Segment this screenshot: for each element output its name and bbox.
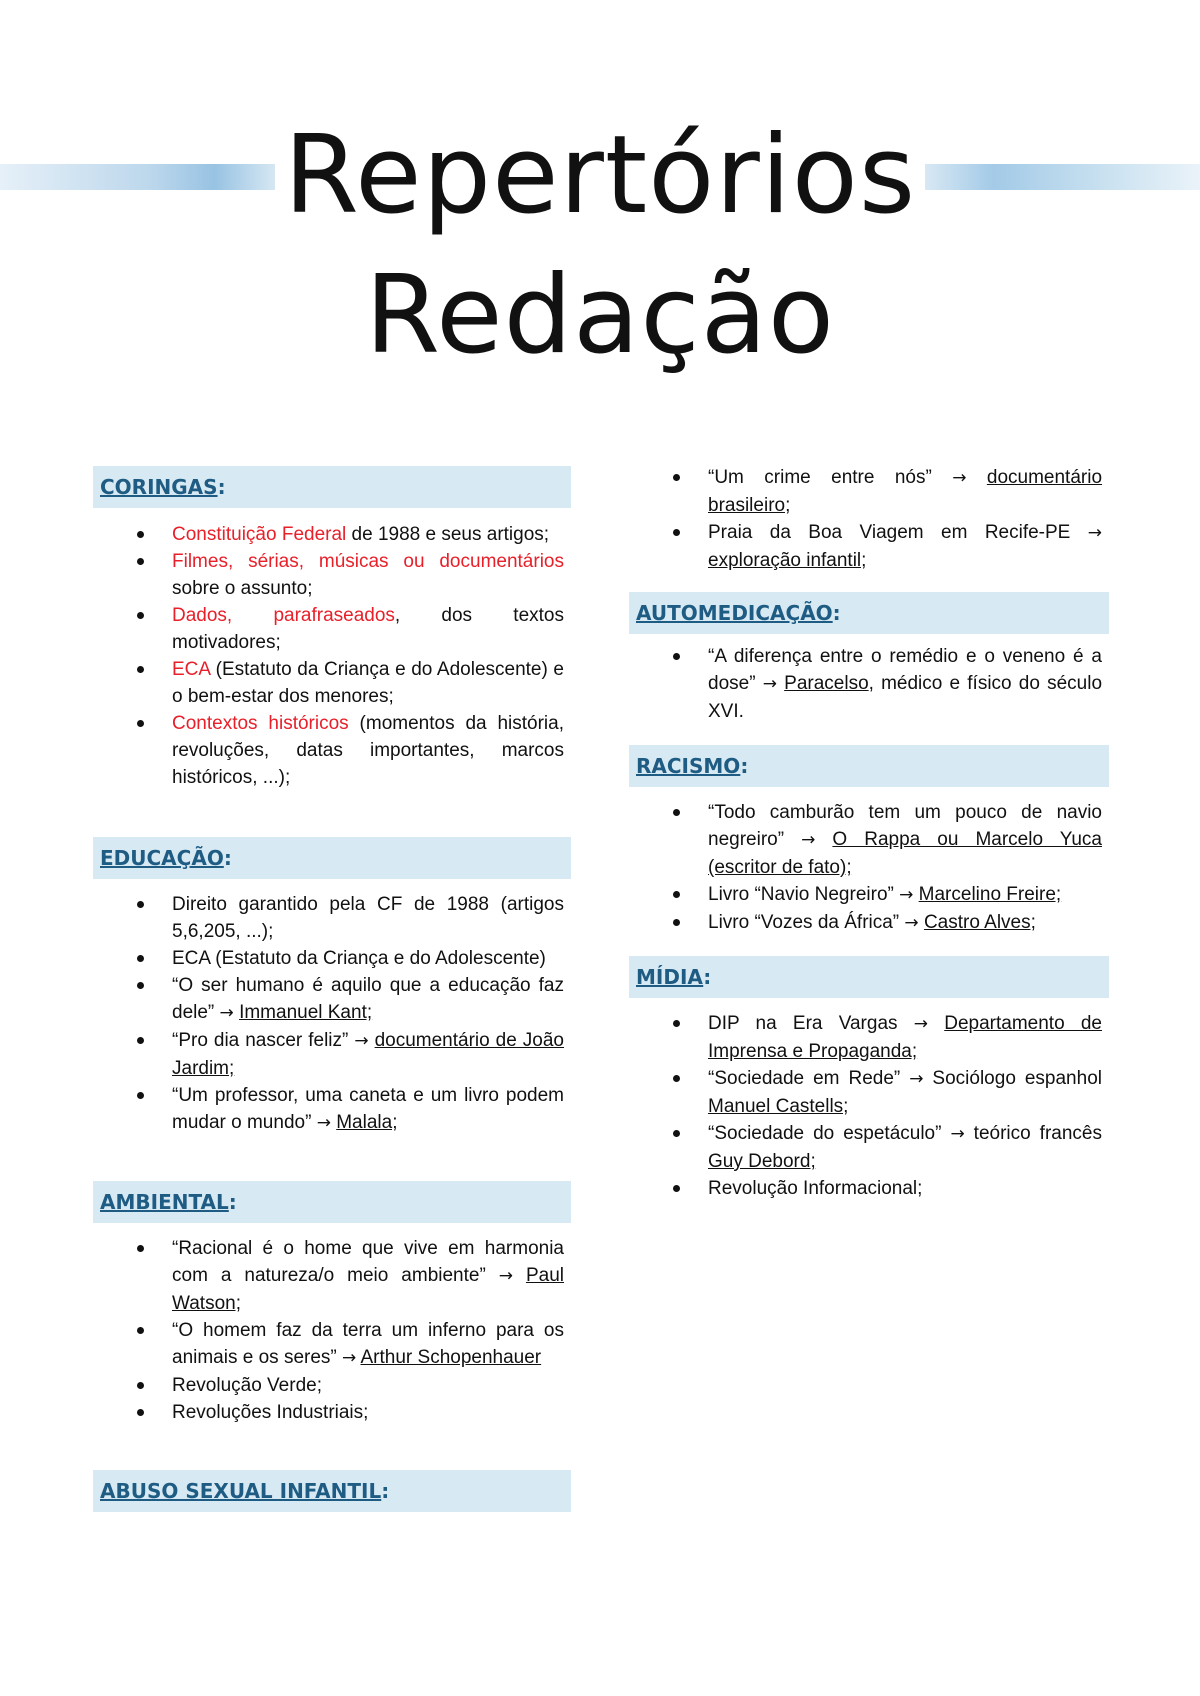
- highlighted-text: Filmes, sérias, músicas ou documentários: [172, 551, 564, 572]
- abuso-list: [629, 464, 1109, 574]
- arrow-icon: →: [354, 1031, 369, 1051]
- reference-link: Arthur Schopenhauer: [360, 1347, 542, 1368]
- list-item: [93, 710, 571, 791]
- list-item: [629, 1010, 1109, 1065]
- heading-colon: :: [740, 754, 749, 778]
- heading-colon: :: [381, 1479, 390, 1503]
- arrow-icon: →: [342, 1348, 357, 1368]
- item-text: “A diferença entre o remédio e o veneno é a dose”: [708, 646, 1102, 694]
- arrow-icon: →: [952, 468, 967, 488]
- item-text: Livro “Navio Negreiro”: [708, 884, 900, 905]
- list-item: [629, 464, 1109, 519]
- list-item: [93, 1235, 571, 1317]
- reference-link: O Rappa ou Marcelo Yuca (escritor de fato);: [708, 829, 1102, 878]
- reference-link: Guy Debord;: [708, 1151, 816, 1172]
- list-item: [629, 643, 1109, 725]
- item-text: “Um professor, uma caneta e um livro podem mudar o mundo”: [172, 1085, 564, 1133]
- arrow-icon: →: [913, 1014, 928, 1034]
- arrow-icon: →: [950, 1124, 965, 1144]
- arrow-icon: →: [899, 885, 914, 905]
- midia-list: [629, 1010, 1109, 1202]
- racismo-list: [629, 799, 1109, 937]
- item-text: sobre o assunto;: [172, 578, 313, 599]
- ambiental-list: [93, 1235, 571, 1426]
- item-text: Praia da Boa Viagem em Recife-PE: [708, 522, 1088, 543]
- reference-link: Castro Alves;: [923, 912, 1036, 933]
- item-text-after: , médico e físico do século XVI.: [708, 673, 1103, 722]
- highlighted-text: ECA: [172, 659, 211, 680]
- arrow-icon: →: [219, 1003, 234, 1023]
- item-text: ECA (Estatuto da Criança e do Adolescente): [172, 948, 546, 969]
- list-item: [93, 1372, 571, 1399]
- reference-link: Departamento de Imprensa e Propaganda;: [708, 1013, 1102, 1062]
- heading-colon: :: [228, 1190, 237, 1214]
- section-heading-abuso-sexual-infantil: [93, 1470, 571, 1512]
- list-item: [629, 909, 1109, 937]
- reference-link: documentário brasileiro;: [708, 467, 1103, 516]
- list-item: [93, 1082, 571, 1137]
- list-item: [93, 602, 571, 656]
- list-item: [93, 521, 571, 548]
- list-item: [629, 1175, 1109, 1202]
- arrow-icon: →: [909, 1069, 924, 1089]
- reference-link: Paul Watson;: [172, 1265, 564, 1314]
- list-item: [629, 881, 1109, 909]
- list-item: [93, 972, 571, 1027]
- section-heading-coringas: [93, 466, 571, 508]
- arrow-icon: →: [904, 913, 919, 933]
- item-text: DIP na Era Vargas: [708, 1013, 914, 1034]
- item-text: “Pro dia nascer feliz”: [172, 1030, 355, 1051]
- highlighted-text: Contextos históricos: [172, 713, 349, 734]
- item-text: Revolução Verde;: [172, 1375, 322, 1396]
- list-item: [629, 1065, 1109, 1120]
- arrow-icon: →: [762, 674, 777, 694]
- list-item: [93, 1317, 571, 1372]
- item-text: “Racional é o home que vive em harmonia com a natureza/o meio ambiente”: [172, 1238, 564, 1286]
- arrow-icon: →: [316, 1113, 331, 1133]
- item-text: de 1988 e seus artigos;: [346, 524, 550, 545]
- list-item: [93, 1399, 571, 1426]
- heading-colon: :: [223, 846, 232, 870]
- section-heading-text: CORINGAS: [100, 475, 218, 499]
- educacao-list: [93, 891, 571, 1137]
- section-heading-midia: [629, 956, 1109, 998]
- page-title-line-1: Repertórios: [283, 113, 917, 238]
- item-text: (Estatuto da Criança e do Adolescente) e o bem-estar dos menores;: [172, 659, 564, 707]
- list-item: [93, 891, 571, 945]
- item-text: “Um crime entre nós”: [708, 467, 953, 488]
- automedicacao-list: [629, 643, 1109, 725]
- section-heading-text: AUTOMEDICAÇÃO: [636, 601, 833, 625]
- list-item: [93, 548, 571, 602]
- list-item: [629, 519, 1109, 574]
- section-heading-automedicacao: [629, 592, 1109, 634]
- highlighted-text: Constituição Federal: [172, 524, 347, 545]
- section-heading-text: AMBIENTAL: [100, 1190, 229, 1214]
- list-item: [629, 1120, 1109, 1175]
- heading-colon: :: [703, 965, 712, 989]
- coringas-list: [93, 521, 571, 791]
- highlighted-text: Dados, parafraseados: [172, 605, 395, 626]
- page-title-line-2: Redação: [364, 253, 835, 378]
- list-item: [93, 1027, 571, 1082]
- heading-colon: :: [832, 601, 841, 625]
- reference-link: Manuel Castells;: [708, 1096, 849, 1117]
- heading-colon: :: [217, 475, 226, 499]
- item-text: Direito garantido pela CF de 1988 (artigos 5,6,205, ...);: [172, 894, 564, 942]
- item-text: “O homem faz da terra um inferno para os animais e os seres”: [172, 1320, 564, 1368]
- item-text: , dos textos motivadores;: [172, 605, 564, 653]
- reference-link: Immanuel Kant;: [239, 1002, 373, 1023]
- item-text: (momentos da história, revoluções, datas importantes, marcos históricos, ...);: [172, 713, 564, 788]
- item-text: “O ser humano é aquilo que a educação faz dele”: [172, 975, 564, 1023]
- section-heading-racismo: [629, 745, 1109, 787]
- arrow-icon: →: [1087, 523, 1102, 543]
- reference-link: documentário de João Jardim;: [172, 1030, 565, 1079]
- reference-link: Paracelso: [784, 673, 869, 694]
- section-heading-text: EDUCAÇÃO: [100, 846, 224, 870]
- item-text: “Sociedade em Rede”: [708, 1068, 910, 1089]
- reference-link: exploração infantil;: [708, 550, 867, 571]
- arrow-icon: →: [498, 1266, 513, 1286]
- reference-link: Malala;: [336, 1112, 398, 1133]
- item-text: Livro “Vozes da África”: [708, 912, 905, 933]
- section-heading-text: RACISMO: [636, 754, 741, 778]
- arrow-icon: →: [801, 830, 816, 850]
- item-text-after: Sociólogo espanhol: [923, 1068, 1102, 1089]
- item-text-after: teórico francês: [964, 1123, 1102, 1144]
- section-heading-ambiental: [93, 1181, 571, 1223]
- section-heading-text: ABUSO SEXUAL INFANTIL: [100, 1479, 382, 1503]
- item-text: “Todo camburão tem um pouco de navio negreiro”: [708, 802, 1102, 850]
- list-item: [93, 945, 571, 972]
- item-text: Revolução Informacional;: [708, 1178, 923, 1199]
- list-item: [629, 799, 1109, 881]
- reference-link: Marcelino Freire;: [918, 884, 1062, 905]
- list-item: [93, 656, 571, 710]
- item-text: “Sociedade do espetáculo”: [708, 1123, 951, 1144]
- item-text: Revoluções Industriais;: [172, 1402, 369, 1423]
- section-heading-educacao: [93, 837, 571, 879]
- section-heading-text: MÍDIA: [636, 965, 704, 989]
